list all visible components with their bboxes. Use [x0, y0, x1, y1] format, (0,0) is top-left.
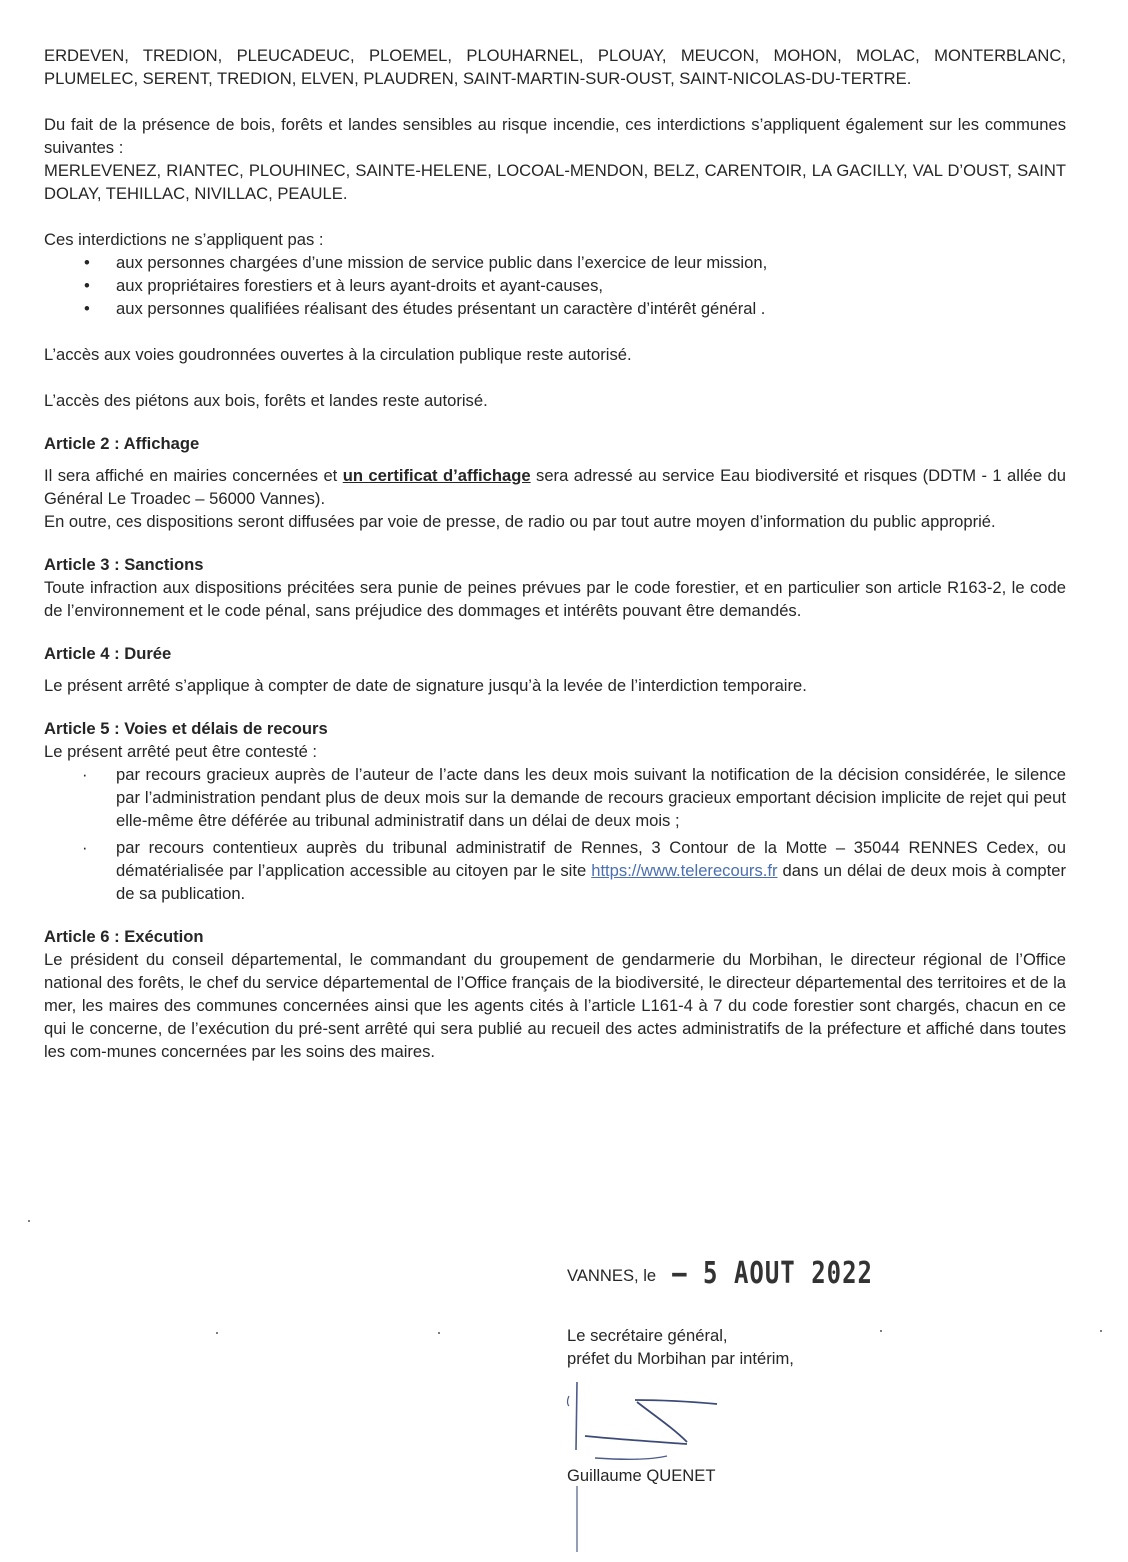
signatory-name: Guillaume QUENET — [567, 1466, 716, 1485]
exception-item: • aux propriétaires forestiers et à leurs ayant-droits et ayant-causes, — [44, 274, 1066, 297]
article-5-intro: Le présent arrêté peut être contesté : — [44, 742, 318, 761]
pedestrian-access-text: L’accès des piétons aux bois, forêts et landes reste autorisé. — [44, 391, 488, 410]
article-6-title: Article 6 : Exécution — [44, 927, 204, 946]
article-3-text: Toute infraction aux dispositions précitées sera punie de peines prévues par le code forestier, et en particulier son article R163-2, le code de l’environnement et le code pénal, sans préjudice des dommages et intérêts pouvant être demandés. — [44, 578, 1066, 620]
scan-speck — [1100, 1330, 1102, 1332]
article-5-title: Article 5 : Voies et délais de recours — [44, 719, 328, 738]
article-4-title: Article 4 : Durée — [44, 644, 172, 663]
telerecours-link[interactable]: https://www.telerecours.fr — [591, 861, 778, 880]
exception-item: • aux personnes chargées d’une mission de service public dans l’exercice de leur mission, — [44, 251, 1066, 274]
article-2-title: Article 2 : Affichage — [44, 434, 200, 453]
certificat-affichage-emphasis: un certificat d’affichage — [342, 466, 531, 485]
signature-place: VANNES, le — [567, 1266, 657, 1285]
document-page — [44, 44, 1066, 1063]
scan-speck — [28, 1220, 30, 1222]
article-6-text: Le président du conseil départemental, le commandant du groupement de gendarmerie du Morbihan, le directeur régional de l’Office national des forêts, le chef du service départemental de l’Office français de la biodiversité, le directeur départemental des territoires et de la mer, les maires des communes concernées ainsi que les agents cités à l’article L161-4 à 7 du code forestier sont chargés, chacun en ce qui le concerne, de l’exécution du pré-sent arrêté qui sera publié au recueil des actes administratifs de la préfecture et affiché dans toutes les com-munes concernées par les soins des maires. — [44, 950, 1066, 1061]
signatory-role-line-2: préfet du Morbihan par intérim, — [567, 1349, 794, 1368]
communes-list: ERDEVEN, TREDION, PLEUCADEUC, PLOEMEL, PLOUHARNEL, PLOUAY, MEUCON, MOHON, MOLAC, MONTERBLANC, PLUMELEC, SERENT, TREDION, ELVEN, PLAUDREN, SAINT-MARTIN-SUR-OUST, SAINT-NICOLAS-DU-TERTRE. — [44, 46, 1066, 88]
sensitive-communes-intro: Du fait de la présence de bois, forêts et landes sensibles au risque incendie, ces interdictions s’appliquent également sur les communes suivantes : — [44, 115, 1066, 157]
recours-item-contentieux — [44, 836, 1066, 905]
exception-item: • aux personnes qualifiées réalisant des études présentant un caractère d’intérêt général . — [44, 297, 1066, 320]
recours-contentieux-text-end: dans un délai de deux mois à compter de sa publication. — [116, 861, 1066, 903]
exceptions-intro: Ces interdictions ne s’appliquent pas : — [44, 230, 324, 249]
signature-block — [567, 1255, 1087, 1370]
scan-speck — [880, 1330, 882, 1332]
date-stamp: – 5 AOUT 2022 — [672, 1255, 873, 1291]
article-2-text-before: Il sera affiché en mairies concernées et — [44, 466, 343, 485]
signatory-role-line-1: Le secrétaire général, — [567, 1326, 728, 1345]
signature-date-row — [567, 1255, 1087, 1291]
scan-speck — [216, 1332, 218, 1334]
recours-item-gracieux: · par recours gracieux auprès de l’auteur de l’acte dans les deux mois suivant la notification de la décision considérée, le silence par l’administration pendant plus de deux mois sur la demande de recours gracieux emportant décision implicite de rejet qui peut elle-même être déférée au tribunal administratif dans un délai de deux mois ; — [44, 763, 1066, 832]
exceptions-list — [44, 251, 1066, 320]
scan-speck — [438, 1332, 440, 1334]
article-2-paragraph-2: En outre, ces dispositions seront diffusées par voie de presse, de radio ou par tout autre moyen d’information du public approprié. — [44, 512, 996, 531]
recours-list — [44, 763, 1066, 905]
article-3-title: Article 3 : Sanctions — [44, 555, 204, 574]
article-4-text: Le présent arrêté s’applique à compter de date de signature jusqu’à la levée de l’interdiction temporaire. — [44, 676, 807, 695]
sensitive-communes-list: MERLEVENEZ, RIANTEC, PLOUHINEC, SAINTE-HELENE, LOCOAL-MENDON, BELZ, CARENTOIR, LA GACILLY, VAL D’OUST, SAINT DOLAY, TEHILLAC, NIVILLAC, PEAULE. — [44, 161, 1066, 203]
recours-contentieux-text: par recours contentieux auprès du tribunal administratif de Rennes, 3 Contour de la Motte – 35044 RENNES Cedex, ou dématérialisée par l’application accessible au citoyen par le site — [116, 838, 1066, 880]
roads-access-text: L’accès aux voies goudronnées ouvertes à la circulation publique reste autorisé. — [44, 345, 632, 364]
article-2-paragraph-1 — [44, 464, 1066, 510]
article-2-text-after: sera adressé au service Eau biodiversité et risques (DDTM - 1 allée du Général Le Troadec – 56000 Vannes). — [44, 466, 1066, 508]
